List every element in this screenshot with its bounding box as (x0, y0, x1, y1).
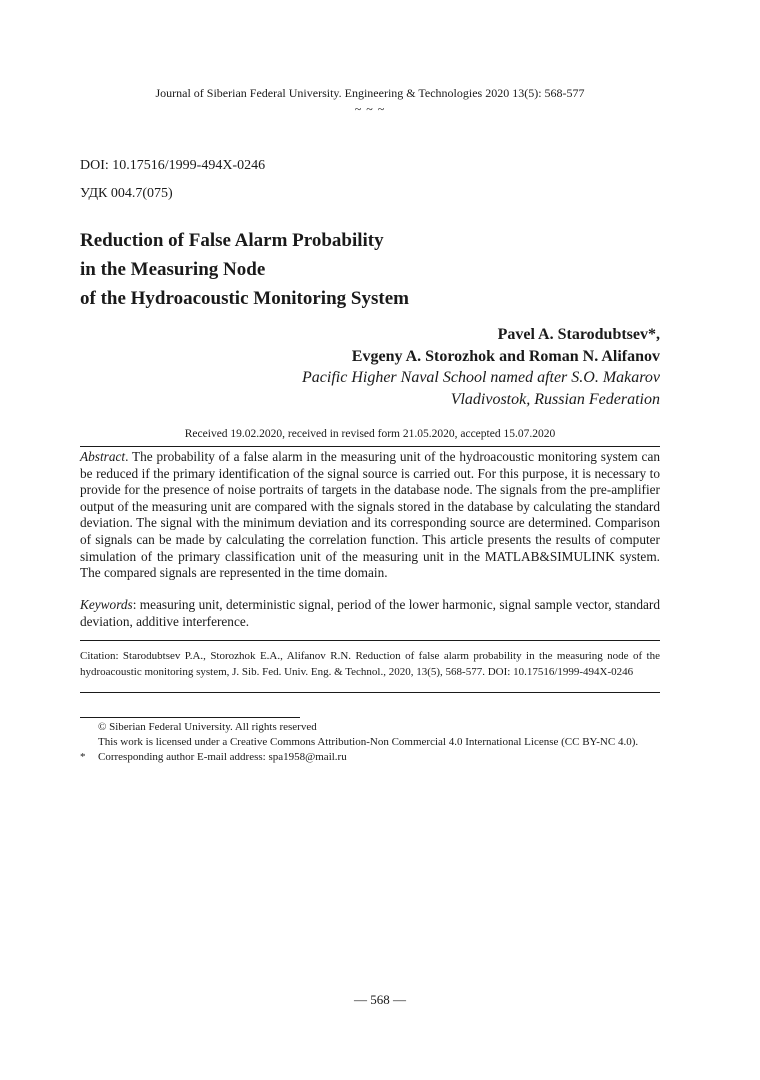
keywords-text: : measuring unit, deterministic signal, period of the lower harmonic, signal sample vector, standard deviation, additive interference. (80, 597, 660, 629)
rule-top (80, 446, 660, 447)
rule-citation-bottom (80, 692, 660, 693)
keywords (80, 597, 660, 630)
title-line-1: Reduction of False Alarm Probability (80, 230, 384, 251)
page-number: — 568 — (354, 992, 406, 1007)
doi: DOI: 10.17516/1999-494X-0246 (80, 158, 266, 173)
rule-citation-top (80, 640, 660, 641)
author-block (80, 324, 660, 410)
received-dates: Received 19.02.2020, received in revised form 21.05.2020, accepted 15.07.2020 (184, 428, 556, 440)
footnote-license: This work is licensed under a Creative Commons Attribution-Non Commercial 4.0 International License (CC BY-NC 4.0). (98, 736, 639, 748)
footnote-star: * (80, 751, 86, 763)
abstract-text: . The probability of a false alarm in the measuring unit of the hydroacoustic monitoring system can be reduced if the primary identification of the signal source is carried out. For this purpose, it is necessary to provide for the presence of noise portraits of targets in the database node. The signals from the pre-amplifier output of the measuring unit are compared with the signals stored in the database by calculating the standard deviation. The signal with the minimum deviation and its corresponding source are determined. Comparison of signals can be made by calculating the correlation function. This article presents the results of computer simulation of the primary classification unit of the measuring unit in the MATLAB&SIMULINK system. The compared signals are represented in the time domain. (80, 449, 660, 581)
title-line-3: of the Hydroacoustic Monitoring System (80, 288, 409, 309)
abstract (80, 449, 660, 582)
udk-code: УДК 004.7(075) (80, 186, 173, 201)
paper-title (80, 226, 660, 313)
footnote-copyright: © Siberian Federal University. All rights reserved (98, 721, 317, 733)
footnote-rule (80, 717, 300, 718)
footnote-email: Corresponding author E-mail address: spa1958@mail.ru (98, 751, 347, 763)
header-ornament: ~ ~ ~ (354, 102, 386, 116)
citation: Citation: Starodubtsev P.A., Storozhok E.A., Alifanov R.N. Reduction of false alarm probability in the measuring node of the hydroacoustic monitoring system, J. Sib. Fed. Univ. Eng. & Technol., 2020, 13(5), 568-577. DOI: 10.17516/1999-494X-0246 (80, 650, 660, 678)
title-line-2: in the Measuring Node (80, 259, 266, 280)
keywords-label: Keywords (80, 597, 133, 612)
affiliation: Pacific Higher Naval School named after S.O. Makarov (302, 369, 660, 386)
abstract-label: Abstract (80, 449, 126, 464)
author-line-2: Evgeny A. Storozhok and Roman N. Alifanov (351, 347, 660, 365)
journal-header: Journal of Siberian Federal University. Engineering & Technologies 2020 13(5): 568-577 (155, 86, 585, 100)
location: Vladivostok, Russian Federation (450, 390, 660, 408)
author-line-1: Pavel A. Starodubtsev*, (497, 326, 660, 343)
footnote-corresponding (80, 750, 680, 765)
